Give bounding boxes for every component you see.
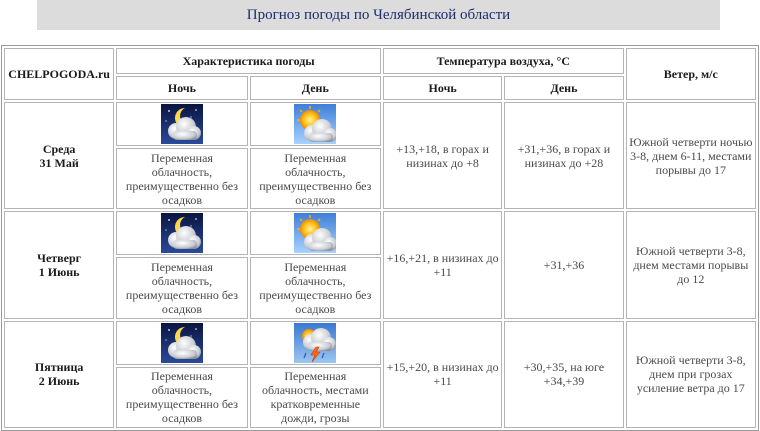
- characteristic-header: Характеристика погоды: [116, 48, 381, 74]
- wind-value: Южной четверти 3-8, днем при грозах усиление ветра до 17: [626, 321, 756, 428]
- day-description: Переменная облачность, преимущественно без осадков: [250, 148, 381, 209]
- day-description: Переменная облачность, местами кратковременные дожди, грозы: [250, 367, 381, 428]
- temperature-night-header: Ночь: [383, 76, 502, 100]
- date: 2 Июнь: [38, 374, 80, 389]
- date: 31 Май: [39, 155, 79, 170]
- night-icon-cell: [116, 321, 247, 365]
- day-temperature: +31,+36, в горах и низинах до +28: [504, 102, 623, 209]
- page-title: Прогноз погоды по Челябинской области: [37, 0, 720, 30]
- forecast-row: [4, 211, 756, 255]
- temperature-header: Температура воздуха, °С: [383, 48, 624, 74]
- header-row: [4, 48, 756, 74]
- forecast-row: [4, 321, 756, 365]
- night-temperature: +13,+18, в горах и низинах до +8: [383, 102, 502, 209]
- wind-header: Ветер, м/с: [626, 48, 756, 100]
- weekday: Четверг: [37, 250, 82, 265]
- day-temperature: +30,+35, на юге +34,+39: [504, 321, 623, 428]
- characteristic-night-header: Ночь: [116, 76, 247, 100]
- weekday: Пятница: [34, 360, 84, 375]
- sun-cloud-icon: [294, 104, 336, 144]
- sun-cloud-icon: [294, 213, 336, 253]
- moon-cloud-icon: [161, 213, 203, 253]
- night-description: Переменная облачность, преимущественно без осадков: [116, 367, 247, 428]
- moon-cloud-icon: [161, 104, 203, 144]
- night-temperature: +15,+20, в низинах до +11: [383, 321, 502, 428]
- characteristic-day-header: День: [250, 76, 381, 100]
- night-icon-cell: [116, 102, 247, 146]
- night-description: Переменная облачность, преимущественно без осадков: [116, 148, 247, 209]
- weekday: Среда: [42, 141, 76, 156]
- day-description: Переменная облачность, преимущественно без осадков: [250, 257, 381, 318]
- date: 1 Июнь: [38, 264, 80, 279]
- site-name: CHELPOGODA.ru: [4, 48, 114, 100]
- wind-value: Южной четверти 3-8, днем местами порывы до 12: [626, 211, 756, 318]
- day-icon-cell: [250, 321, 381, 365]
- thunderstorm-icon: [294, 323, 336, 363]
- day-icon-cell: [250, 102, 381, 146]
- night-temperature: +16,+21, в низинах до +11: [383, 211, 502, 318]
- forecast-table: [1, 45, 759, 431]
- moon-cloud-icon: [161, 323, 203, 363]
- wind-value: Южной четверти ночью 3-8, днем 6-11, местами порывы до 17: [626, 102, 756, 209]
- day-label: [4, 102, 114, 209]
- night-icon-cell: [116, 211, 247, 255]
- day-icon-cell: [250, 211, 381, 255]
- forecast-row: [4, 102, 756, 146]
- night-description: Переменная облачность, преимущественно без осадков: [116, 257, 247, 318]
- temperature-day-header: День: [504, 76, 623, 100]
- day-label: [4, 211, 114, 318]
- day-label: [4, 321, 114, 428]
- day-temperature: +31,+36: [504, 211, 623, 318]
